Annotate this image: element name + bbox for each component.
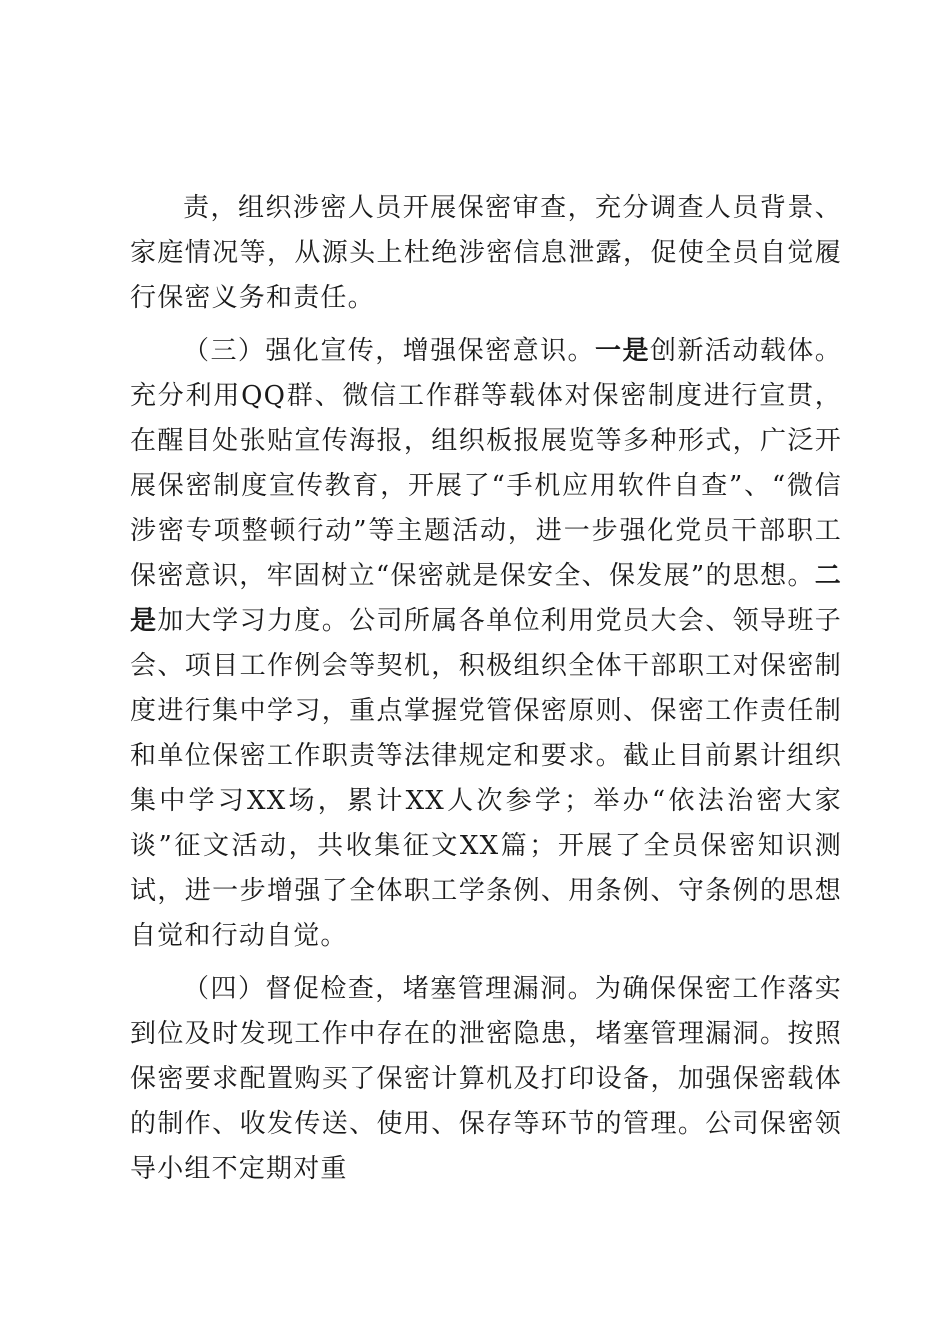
paragraph-responsibility-continuation <box>130 186 842 321</box>
paragraph-section-3-publicity <box>130 329 842 959</box>
section-heading-text: （三）强化宣传，增强保密意识。 <box>183 336 596 366</box>
bold-lead-second: 二是 <box>130 561 842 636</box>
paragraph-text: 加大学习力度。公司所属各单位利用党员大会、领导班子会、项目工作例会等契机，积极组织全体干部职工对保密制度进行集中学习，重点掌握党管保密原则、保密工作责任制和单位保密工作职责等法律规定和要求。截止目前累计组织集中学习XX场，累计XX人次参学；举办“依法治密大家谈”征文活动，共收集征文XX篇；开展了全员保密知识测试，进一步增强了全体职工学条例、用条例、守条例的思想自觉和行动自觉。 <box>130 606 842 951</box>
paragraph-text: （四）督促检查，堵塞管理漏洞。为确保保密工作落实到位及时发现工作中存在的泄密隐患，堵塞管理漏洞。按照保密要求配置购买了保密计算机及打印设备，加强保密载体的制作、收发传送、使用、保存等环节的管理。公司保密领导小组不定期对重 <box>130 974 842 1184</box>
paragraph-section-4-inspection <box>130 967 842 1192</box>
document-body <box>130 186 842 1200</box>
paragraph-text: 责，组织涉密人员开展保密审查，充分调查人员背景、家庭情况等，从源头上杜绝涉密信息泄露，促使全员自觉履行保密义务和责任。 <box>130 193 842 313</box>
bold-lead-first: 一是 <box>595 336 650 366</box>
paragraph-text: 创新活动载体。充分利用QQ群、微信工作群等载体对保密制度进行宣贯，在醒目处张贴宣传海报，组织板报展览等多种形式，广泛开展保密制度宣传教育，开展了“手机应用软件自查”、“微信涉密专项整顿行动”等主题活动，进一步强化党员干部职工保密意识，牢固树立“保密就是保安全、保发展”的思想。 <box>130 336 842 591</box>
